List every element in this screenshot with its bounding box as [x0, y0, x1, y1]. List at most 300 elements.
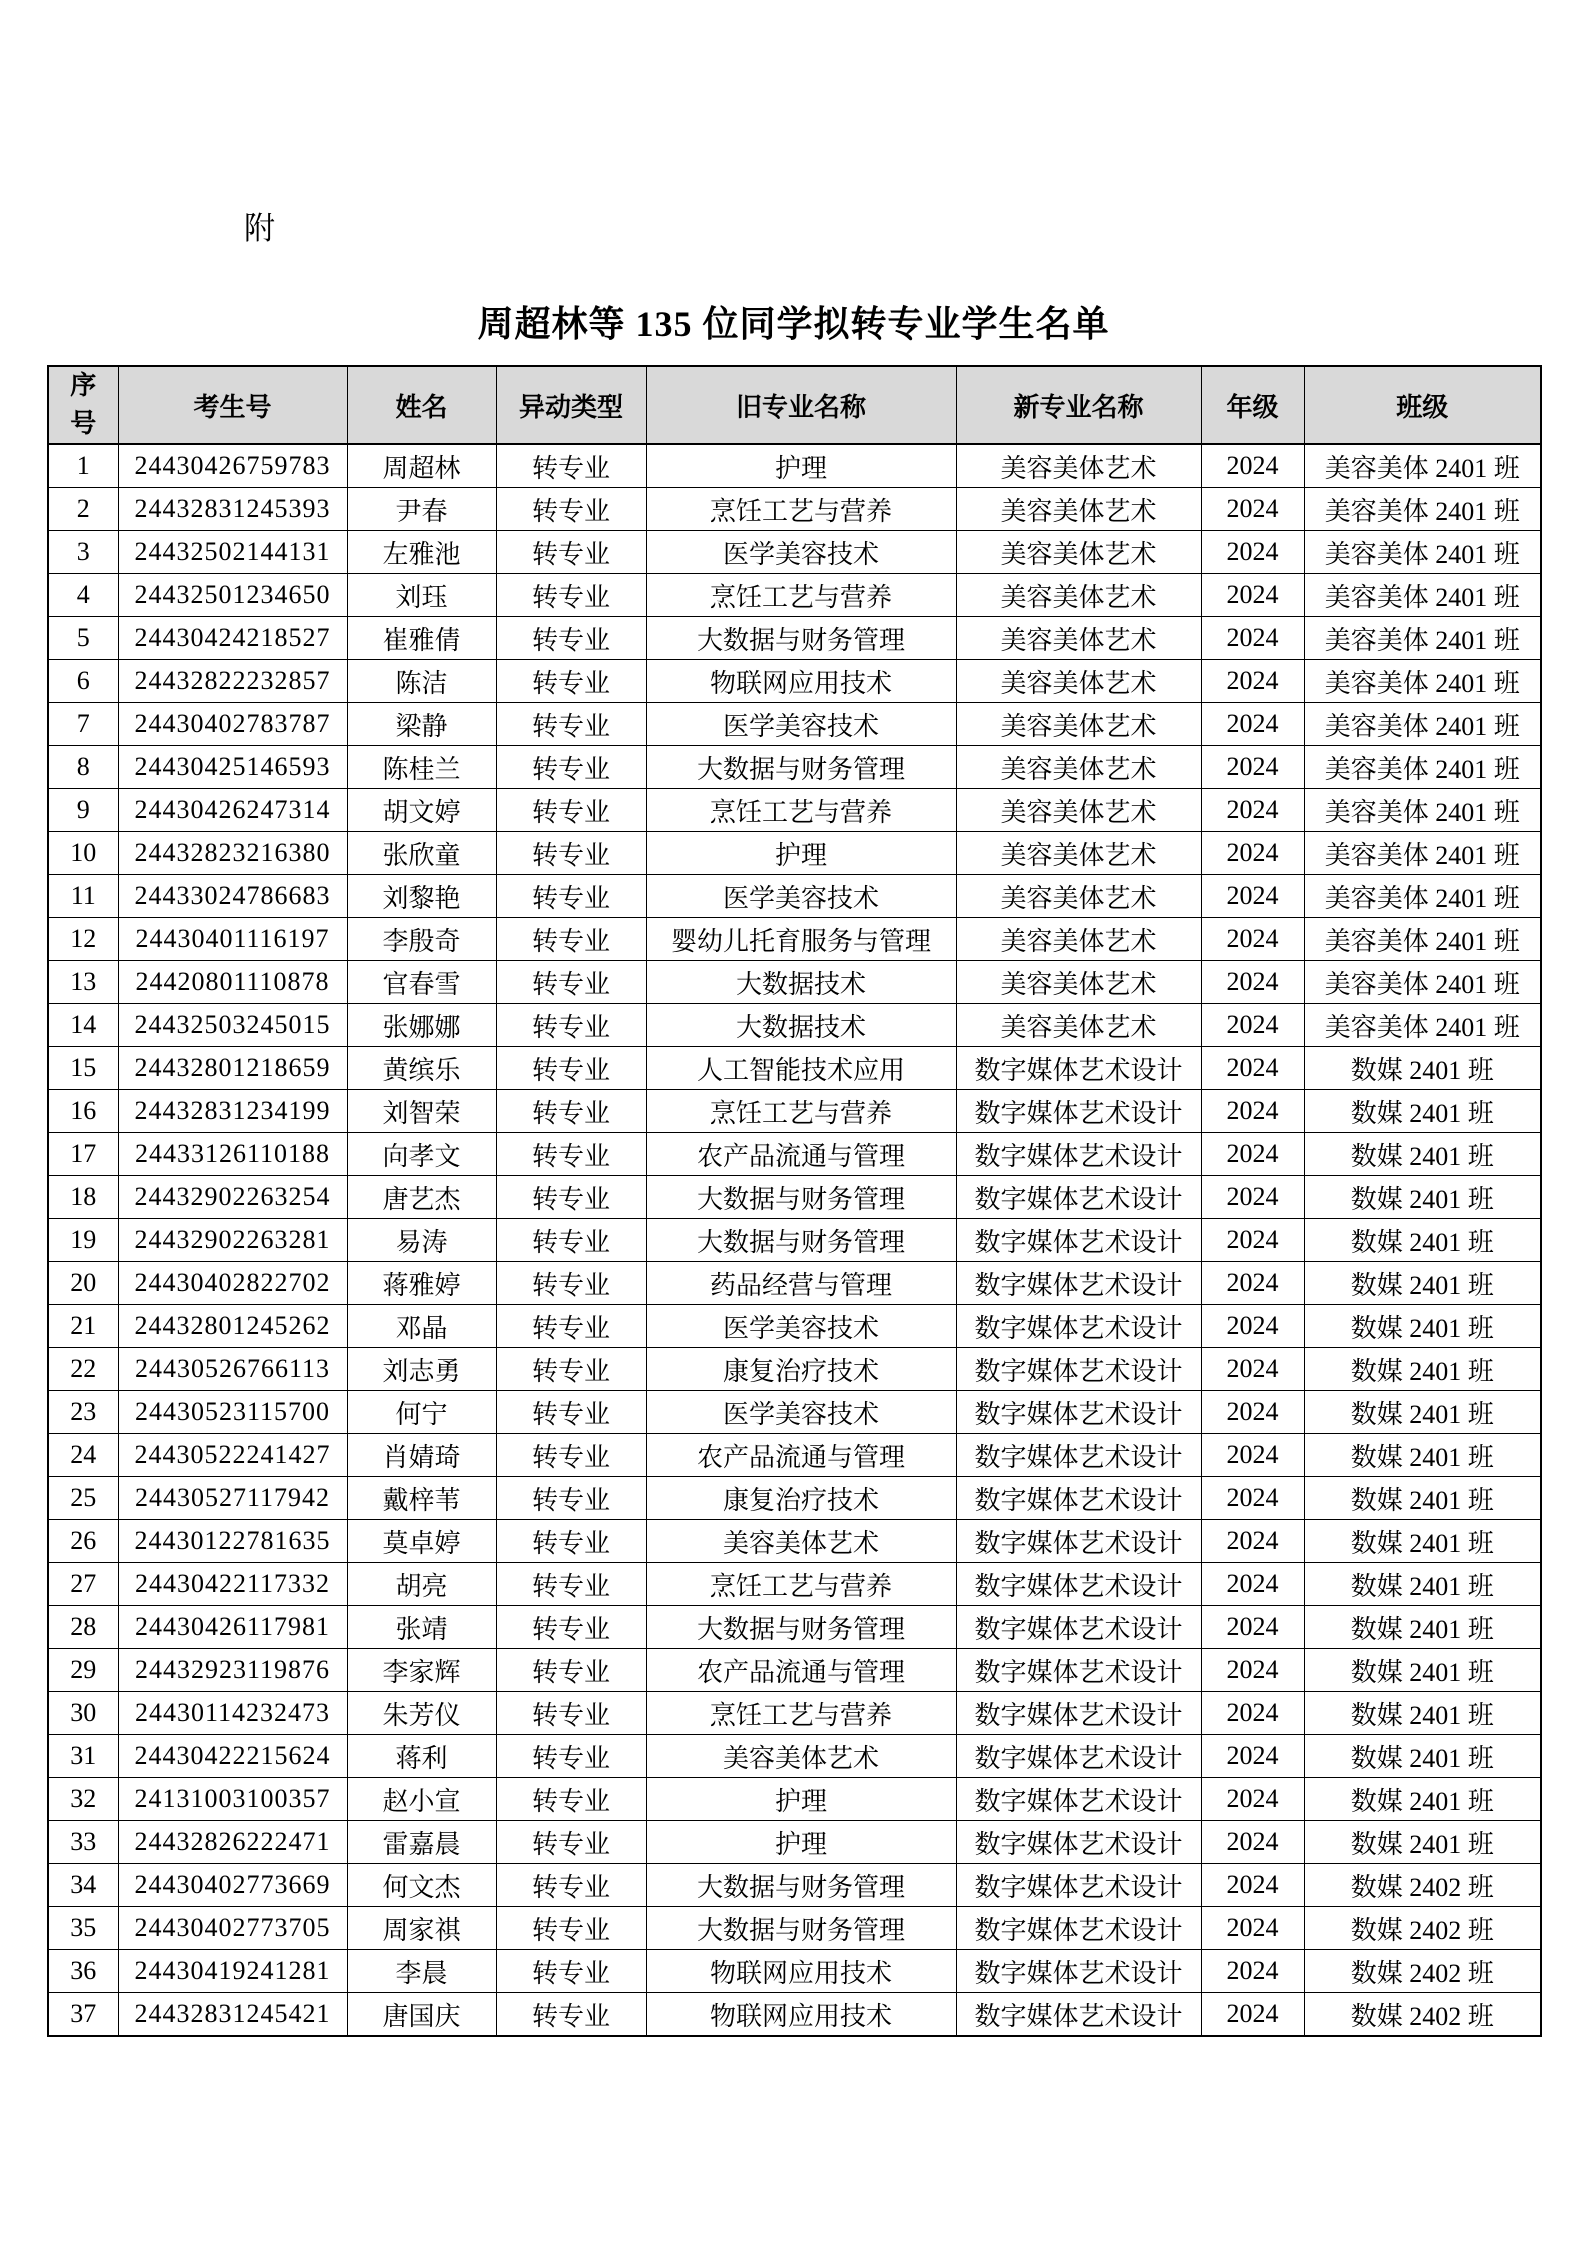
- cell-seq: 19: [48, 1219, 118, 1262]
- cell-name: 刘志勇: [347, 1348, 496, 1391]
- cell-seq: 2: [48, 488, 118, 531]
- cell-seq: 21: [48, 1305, 118, 1348]
- cell-new-major: 数字媒体艺术设计: [956, 1090, 1201, 1133]
- table-row: [48, 1434, 1541, 1477]
- cell-change-type: 转专业: [496, 1477, 646, 1520]
- cell-grade: 2024: [1201, 1262, 1304, 1305]
- cell-class: 美容美体 2401 班: [1304, 746, 1541, 789]
- cell-change-type: 转专业: [496, 703, 646, 746]
- cell-class: 美容美体 2401 班: [1304, 531, 1541, 574]
- cell-name: 何文杰: [347, 1864, 496, 1907]
- table-row: [48, 918, 1541, 961]
- cell-new-major: 美容美体艺术: [956, 617, 1201, 660]
- table-row: [48, 1047, 1541, 1090]
- table-body: [48, 444, 1541, 2036]
- cell-seq: 23: [48, 1391, 118, 1434]
- cell-seq: 25: [48, 1477, 118, 1520]
- cell-new-major: 数字媒体艺术设计: [956, 1133, 1201, 1176]
- cell-old-major: 农产品流通与管理: [646, 1434, 956, 1477]
- cell-new-major: 数字媒体艺术设计: [956, 1348, 1201, 1391]
- cell-old-major: 药品经营与管理: [646, 1262, 956, 1305]
- cell-class: 数媒 2401 班: [1304, 1047, 1541, 1090]
- cell-old-major: 烹饪工艺与营养: [646, 1090, 956, 1133]
- table-row: [48, 1090, 1541, 1133]
- cell-name: 陈桂兰: [347, 746, 496, 789]
- cell-class: 美容美体 2401 班: [1304, 918, 1541, 961]
- cell-name: 李晨: [347, 1950, 496, 1993]
- cell-exam-id: 24430523115700: [118, 1391, 347, 1434]
- cell-seq: 18: [48, 1176, 118, 1219]
- table-row: [48, 1133, 1541, 1176]
- cell-change-type: 转专业: [496, 1262, 646, 1305]
- table-row: [48, 617, 1541, 660]
- column-header-exam-id: 考生号: [118, 366, 347, 444]
- cell-class: 数媒 2401 班: [1304, 1778, 1541, 1821]
- cell-name: 陈洁: [347, 660, 496, 703]
- cell-old-major: 医学美容技术: [646, 1391, 956, 1434]
- cell-new-major: 数字媒体艺术设计: [956, 1735, 1201, 1778]
- table-row: [48, 1520, 1541, 1563]
- cell-old-major: 康复治疗技术: [646, 1477, 956, 1520]
- cell-name: 李殷奇: [347, 918, 496, 961]
- table-row: [48, 746, 1541, 789]
- table-row: [48, 961, 1541, 1004]
- column-header-name: 姓名: [347, 366, 496, 444]
- cell-exam-id: 24430114232473: [118, 1692, 347, 1735]
- cell-change-type: 转专业: [496, 617, 646, 660]
- table-row: [48, 444, 1541, 488]
- cell-class: 美容美体 2401 班: [1304, 875, 1541, 918]
- cell-name: 易涛: [347, 1219, 496, 1262]
- cell-change-type: 转专业: [496, 1004, 646, 1047]
- cell-exam-id: 24430419241281: [118, 1950, 347, 1993]
- cell-name: 刘珏: [347, 574, 496, 617]
- cell-class: 美容美体 2401 班: [1304, 660, 1541, 703]
- cell-seq: 17: [48, 1133, 118, 1176]
- cell-grade: 2024: [1201, 1133, 1304, 1176]
- cell-grade: 2024: [1201, 1090, 1304, 1133]
- cell-new-major: 美容美体艺术: [956, 918, 1201, 961]
- cell-new-major: 美容美体艺术: [956, 703, 1201, 746]
- cell-old-major: 烹饪工艺与营养: [646, 488, 956, 531]
- cell-name: 邓晶: [347, 1305, 496, 1348]
- cell-class: 美容美体 2401 班: [1304, 789, 1541, 832]
- cell-grade: 2024: [1201, 1907, 1304, 1950]
- cell-new-major: 数字媒体艺术设计: [956, 1950, 1201, 1993]
- cell-new-major: 数字媒体艺术设计: [956, 1821, 1201, 1864]
- cell-grade: 2024: [1201, 746, 1304, 789]
- cell-old-major: 康复治疗技术: [646, 1348, 956, 1391]
- cell-grade: 2024: [1201, 617, 1304, 660]
- cell-grade: 2024: [1201, 1004, 1304, 1047]
- table-row: [48, 1907, 1541, 1950]
- cell-name: 蒋雅婷: [347, 1262, 496, 1305]
- cell-change-type: 转专业: [496, 1219, 646, 1262]
- cell-old-major: 农产品流通与管理: [646, 1133, 956, 1176]
- cell-name: 张靖: [347, 1606, 496, 1649]
- cell-new-major: 数字媒体艺术设计: [956, 1606, 1201, 1649]
- column-header-class: 班级: [1304, 366, 1541, 444]
- cell-grade: 2024: [1201, 1606, 1304, 1649]
- cell-old-major: 大数据与财务管理: [646, 1907, 956, 1950]
- cell-new-major: 美容美体艺术: [956, 488, 1201, 531]
- cell-new-major: 数字媒体艺术设计: [956, 1176, 1201, 1219]
- cell-old-major: 医学美容技术: [646, 875, 956, 918]
- cell-exam-id: 24432823216380: [118, 832, 347, 875]
- table-row: [48, 1692, 1541, 1735]
- cell-exam-id: 24432502144131: [118, 531, 347, 574]
- cell-class: 数媒 2401 班: [1304, 1649, 1541, 1692]
- cell-change-type: 转专业: [496, 1520, 646, 1563]
- cell-exam-id: 24432801218659: [118, 1047, 347, 1090]
- cell-exam-id: 24430422215624: [118, 1735, 347, 1778]
- cell-exam-id: 24432831234199: [118, 1090, 347, 1133]
- table-row: [48, 1391, 1541, 1434]
- cell-class: 美容美体 2401 班: [1304, 444, 1541, 488]
- cell-change-type: 转专业: [496, 444, 646, 488]
- cell-name: 唐国庆: [347, 1993, 496, 2037]
- cell-name: 黄缤乐: [347, 1047, 496, 1090]
- cell-class: 数媒 2402 班: [1304, 1993, 1541, 2037]
- cell-change-type: 转专业: [496, 1907, 646, 1950]
- cell-class: 数媒 2402 班: [1304, 1864, 1541, 1907]
- cell-change-type: 转专业: [496, 488, 646, 531]
- cell-change-type: 转专业: [496, 746, 646, 789]
- cell-new-major: 美容美体艺术: [956, 789, 1201, 832]
- cell-new-major: 美容美体艺术: [956, 875, 1201, 918]
- cell-seq: 12: [48, 918, 118, 961]
- cell-name: 尹春: [347, 488, 496, 531]
- cell-change-type: 转专业: [496, 1950, 646, 1993]
- cell-class: 数媒 2401 班: [1304, 1133, 1541, 1176]
- table-row: [48, 660, 1541, 703]
- cell-change-type: 转专业: [496, 1821, 646, 1864]
- cell-old-major: 大数据与财务管理: [646, 1864, 956, 1907]
- cell-old-major: 大数据与财务管理: [646, 1176, 956, 1219]
- cell-exam-id: 24432801245262: [118, 1305, 347, 1348]
- cell-change-type: 转专业: [496, 1649, 646, 1692]
- cell-grade: 2024: [1201, 1993, 1304, 2037]
- cell-grade: 2024: [1201, 488, 1304, 531]
- cell-old-major: 医学美容技术: [646, 531, 956, 574]
- cell-exam-id: 24430527117942: [118, 1477, 347, 1520]
- cell-exam-id: 24420801110878: [118, 961, 347, 1004]
- cell-class: 数媒 2401 班: [1304, 1262, 1541, 1305]
- cell-change-type: 转专业: [496, 1778, 646, 1821]
- cell-old-major: 婴幼儿托育服务与管理: [646, 918, 956, 961]
- table-row: [48, 1649, 1541, 1692]
- transfer-students-table: [47, 365, 1542, 2037]
- cell-change-type: 转专业: [496, 961, 646, 1004]
- cell-seq: 22: [48, 1348, 118, 1391]
- cell-name: 肖婧琦: [347, 1434, 496, 1477]
- cell-seq: 24: [48, 1434, 118, 1477]
- cell-seq: 5: [48, 617, 118, 660]
- cell-exam-id: 24432831245393: [118, 488, 347, 531]
- cell-old-major: 物联网应用技术: [646, 660, 956, 703]
- cell-change-type: 转专业: [496, 1563, 646, 1606]
- cell-seq: 20: [48, 1262, 118, 1305]
- cell-change-type: 转专业: [496, 832, 646, 875]
- cell-new-major: 美容美体艺术: [956, 660, 1201, 703]
- cell-grade: 2024: [1201, 1950, 1304, 1993]
- cell-change-type: 转专业: [496, 1993, 646, 2037]
- cell-grade: 2024: [1201, 961, 1304, 1004]
- cell-new-major: 美容美体艺术: [956, 746, 1201, 789]
- table-row: [48, 1821, 1541, 1864]
- column-header-seq: [48, 366, 118, 444]
- cell-old-major: 大数据与财务管理: [646, 1219, 956, 1262]
- cell-exam-id: 24430426247314: [118, 789, 347, 832]
- cell-grade: 2024: [1201, 1219, 1304, 1262]
- cell-class: 数媒 2401 班: [1304, 1176, 1541, 1219]
- cell-change-type: 转专业: [496, 1864, 646, 1907]
- table-row: [48, 832, 1541, 875]
- cell-class: 美容美体 2401 班: [1304, 488, 1541, 531]
- cell-grade: 2024: [1201, 1821, 1304, 1864]
- cell-old-major: 美容美体艺术: [646, 1520, 956, 1563]
- cell-grade: 2024: [1201, 1176, 1304, 1219]
- cell-grade: 2024: [1201, 1434, 1304, 1477]
- cell-new-major: 数字媒体艺术设计: [956, 1649, 1201, 1692]
- cell-change-type: 转专业: [496, 1391, 646, 1434]
- cell-change-type: 转专业: [496, 918, 646, 961]
- cell-exam-id: 24430122781635: [118, 1520, 347, 1563]
- table-row: [48, 1262, 1541, 1305]
- cell-change-type: 转专业: [496, 531, 646, 574]
- cell-name: 李家辉: [347, 1649, 496, 1692]
- cell-old-major: 护理: [646, 1821, 956, 1864]
- cell-change-type: 转专业: [496, 1735, 646, 1778]
- cell-exam-id: 24433126110188: [118, 1133, 347, 1176]
- cell-class: 美容美体 2401 班: [1304, 961, 1541, 1004]
- column-header-change-type: 异动类型: [496, 366, 646, 444]
- cell-name: 朱芳仪: [347, 1692, 496, 1735]
- cell-new-major: 数字媒体艺术设计: [956, 1262, 1201, 1305]
- cell-seq: 37: [48, 1993, 118, 2037]
- cell-old-major: 医学美容技术: [646, 1305, 956, 1348]
- cell-seq: 15: [48, 1047, 118, 1090]
- cell-old-major: 烹饪工艺与营养: [646, 789, 956, 832]
- cell-name: 刘黎艳: [347, 875, 496, 918]
- page-title: 周超林等 135 位同学拟转专业学生名单: [477, 304, 1110, 344]
- cell-new-major: 数字媒体艺术设计: [956, 1907, 1201, 1950]
- cell-class: 数媒 2401 班: [1304, 1219, 1541, 1262]
- cell-exam-id: 24430401116197: [118, 918, 347, 961]
- cell-change-type: 转专业: [496, 1176, 646, 1219]
- cell-seq: 26: [48, 1520, 118, 1563]
- cell-change-type: 转专业: [496, 1692, 646, 1735]
- cell-exam-id: 24430426117981: [118, 1606, 347, 1649]
- cell-new-major: 数字媒体艺术设计: [956, 1047, 1201, 1090]
- cell-name: 唐艺杰: [347, 1176, 496, 1219]
- cell-seq: 36: [48, 1950, 118, 1993]
- cell-grade: 2024: [1201, 1692, 1304, 1735]
- cell-old-major: 烹饪工艺与营养: [646, 1563, 956, 1606]
- cell-new-major: 数字媒体艺术设计: [956, 1477, 1201, 1520]
- cell-change-type: 转专业: [496, 1133, 646, 1176]
- cell-seq: 16: [48, 1090, 118, 1133]
- cell-name: 胡文婷: [347, 789, 496, 832]
- cell-exam-id: 24432923119876: [118, 1649, 347, 1692]
- cell-old-major: 护理: [646, 444, 956, 488]
- cell-seq: 29: [48, 1649, 118, 1692]
- table-row: [48, 1305, 1541, 1348]
- attachment-label: 附: [244, 211, 276, 246]
- cell-new-major: 美容美体艺术: [956, 531, 1201, 574]
- column-header-new-major: 新专业名称: [956, 366, 1201, 444]
- cell-old-major: 物联网应用技术: [646, 1993, 956, 2037]
- cell-new-major: 美容美体艺术: [956, 961, 1201, 1004]
- cell-exam-id: 24430402773669: [118, 1864, 347, 1907]
- cell-class: 数媒 2401 班: [1304, 1692, 1541, 1735]
- cell-change-type: 转专业: [496, 1348, 646, 1391]
- cell-name: 左雅池: [347, 531, 496, 574]
- cell-old-major: 农产品流通与管理: [646, 1649, 956, 1692]
- table-row: [48, 1004, 1541, 1047]
- cell-new-major: 数字媒体艺术设计: [956, 1219, 1201, 1262]
- cell-change-type: 转专业: [496, 1606, 646, 1649]
- cell-seq: 31: [48, 1735, 118, 1778]
- table-row: [48, 1219, 1541, 1262]
- table-row: [48, 574, 1541, 617]
- cell-seq: 3: [48, 531, 118, 574]
- cell-seq: 32: [48, 1778, 118, 1821]
- cell-exam-id: 24430422117332: [118, 1563, 347, 1606]
- cell-grade: 2024: [1201, 1477, 1304, 1520]
- cell-name: 蒋利: [347, 1735, 496, 1778]
- cell-name: 张欣童: [347, 832, 496, 875]
- cell-exam-id: 24432831245421: [118, 1993, 347, 2037]
- cell-new-major: 美容美体艺术: [956, 444, 1201, 488]
- cell-grade: 2024: [1201, 1520, 1304, 1563]
- cell-class: 美容美体 2401 班: [1304, 703, 1541, 746]
- header-row: [48, 366, 1541, 444]
- cell-change-type: 转专业: [496, 789, 646, 832]
- cell-name: 梁静: [347, 703, 496, 746]
- cell-change-type: 转专业: [496, 1047, 646, 1090]
- cell-grade: 2024: [1201, 660, 1304, 703]
- cell-grade: 2024: [1201, 789, 1304, 832]
- column-header-old-major: 旧专业名称: [646, 366, 956, 444]
- cell-seq: 30: [48, 1692, 118, 1735]
- cell-change-type: 转专业: [496, 1434, 646, 1477]
- cell-exam-id: 24432503245015: [118, 1004, 347, 1047]
- cell-class: 美容美体 2401 班: [1304, 617, 1541, 660]
- cell-class: 数媒 2401 班: [1304, 1735, 1541, 1778]
- column-header-grade: 年级: [1201, 366, 1304, 444]
- table-row: [48, 703, 1541, 746]
- cell-name: 官春雪: [347, 961, 496, 1004]
- cell-new-major: 数字媒体艺术设计: [956, 1993, 1201, 2037]
- cell-seq: 33: [48, 1821, 118, 1864]
- cell-class: 数媒 2401 班: [1304, 1090, 1541, 1133]
- cell-change-type: 转专业: [496, 660, 646, 703]
- cell-grade: 2024: [1201, 1864, 1304, 1907]
- cell-class: 数媒 2401 班: [1304, 1305, 1541, 1348]
- table-row: [48, 1477, 1541, 1520]
- cell-old-major: 物联网应用技术: [646, 1950, 956, 1993]
- cell-seq: 7: [48, 703, 118, 746]
- cell-exam-id: 24432902263254: [118, 1176, 347, 1219]
- cell-change-type: 转专业: [496, 1305, 646, 1348]
- cell-new-major: 数字媒体艺术设计: [956, 1520, 1201, 1563]
- cell-class: 数媒 2401 班: [1304, 1391, 1541, 1434]
- cell-exam-id: 24432822232857: [118, 660, 347, 703]
- cell-old-major: 烹饪工艺与营养: [646, 574, 956, 617]
- cell-exam-id: 24433024786683: [118, 875, 347, 918]
- cell-grade: 2024: [1201, 1047, 1304, 1090]
- cell-class: 数媒 2401 班: [1304, 1520, 1541, 1563]
- cell-seq: 1: [48, 444, 118, 488]
- cell-seq: 6: [48, 660, 118, 703]
- cell-new-major: 美容美体艺术: [956, 574, 1201, 617]
- cell-class: 数媒 2401 班: [1304, 1606, 1541, 1649]
- cell-name: 周超林: [347, 444, 496, 488]
- cell-class: 数媒 2402 班: [1304, 1907, 1541, 1950]
- cell-exam-id: 24430402783787: [118, 703, 347, 746]
- cell-name: 刘智荣: [347, 1090, 496, 1133]
- cell-class: 数媒 2402 班: [1304, 1950, 1541, 1993]
- cell-seq: 14: [48, 1004, 118, 1047]
- cell-class: 美容美体 2401 班: [1304, 832, 1541, 875]
- cell-name: 周家祺: [347, 1907, 496, 1950]
- cell-grade: 2024: [1201, 875, 1304, 918]
- cell-seq: 11: [48, 875, 118, 918]
- cell-old-major: 护理: [646, 832, 956, 875]
- cell-class: 美容美体 2401 班: [1304, 1004, 1541, 1047]
- cell-grade: 2024: [1201, 832, 1304, 875]
- cell-grade: 2024: [1201, 531, 1304, 574]
- cell-grade: 2024: [1201, 703, 1304, 746]
- table-row: [48, 789, 1541, 832]
- cell-new-major: 数字媒体艺术设计: [956, 1305, 1201, 1348]
- cell-new-major: 数字媒体艺术设计: [956, 1563, 1201, 1606]
- table-row: [48, 1993, 1541, 2037]
- table-row: [48, 1176, 1541, 1219]
- cell-name: 何宁: [347, 1391, 496, 1434]
- cell-grade: 2024: [1201, 918, 1304, 961]
- cell-exam-id: 24432501234650: [118, 574, 347, 617]
- table-row: [48, 1348, 1541, 1391]
- column-header-seq-label: 序号: [70, 370, 97, 438]
- cell-seq: 10: [48, 832, 118, 875]
- table-row: [48, 1735, 1541, 1778]
- cell-exam-id: 24430424218527: [118, 617, 347, 660]
- cell-class: 数媒 2401 班: [1304, 1348, 1541, 1391]
- cell-old-major: 大数据与财务管理: [646, 617, 956, 660]
- table-row: [48, 488, 1541, 531]
- cell-new-major: 数字媒体艺术设计: [956, 1692, 1201, 1735]
- cell-class: 数媒 2401 班: [1304, 1477, 1541, 1520]
- cell-seq: 27: [48, 1563, 118, 1606]
- cell-name: 向孝文: [347, 1133, 496, 1176]
- cell-old-major: 大数据与财务管理: [646, 1606, 956, 1649]
- cell-seq: 8: [48, 746, 118, 789]
- cell-grade: 2024: [1201, 1649, 1304, 1692]
- table-container: [47, 365, 1542, 2037]
- cell-new-major: 数字媒体艺术设计: [956, 1391, 1201, 1434]
- cell-grade: 2024: [1201, 1735, 1304, 1778]
- cell-exam-id: 24430526766113: [118, 1348, 347, 1391]
- cell-grade: 2024: [1201, 1348, 1304, 1391]
- table-row: [48, 1563, 1541, 1606]
- table-row: [48, 1606, 1541, 1649]
- cell-change-type: 转专业: [496, 875, 646, 918]
- cell-grade: 2024: [1201, 1563, 1304, 1606]
- table-row: [48, 1950, 1541, 1993]
- cell-new-major: 美容美体艺术: [956, 1004, 1201, 1047]
